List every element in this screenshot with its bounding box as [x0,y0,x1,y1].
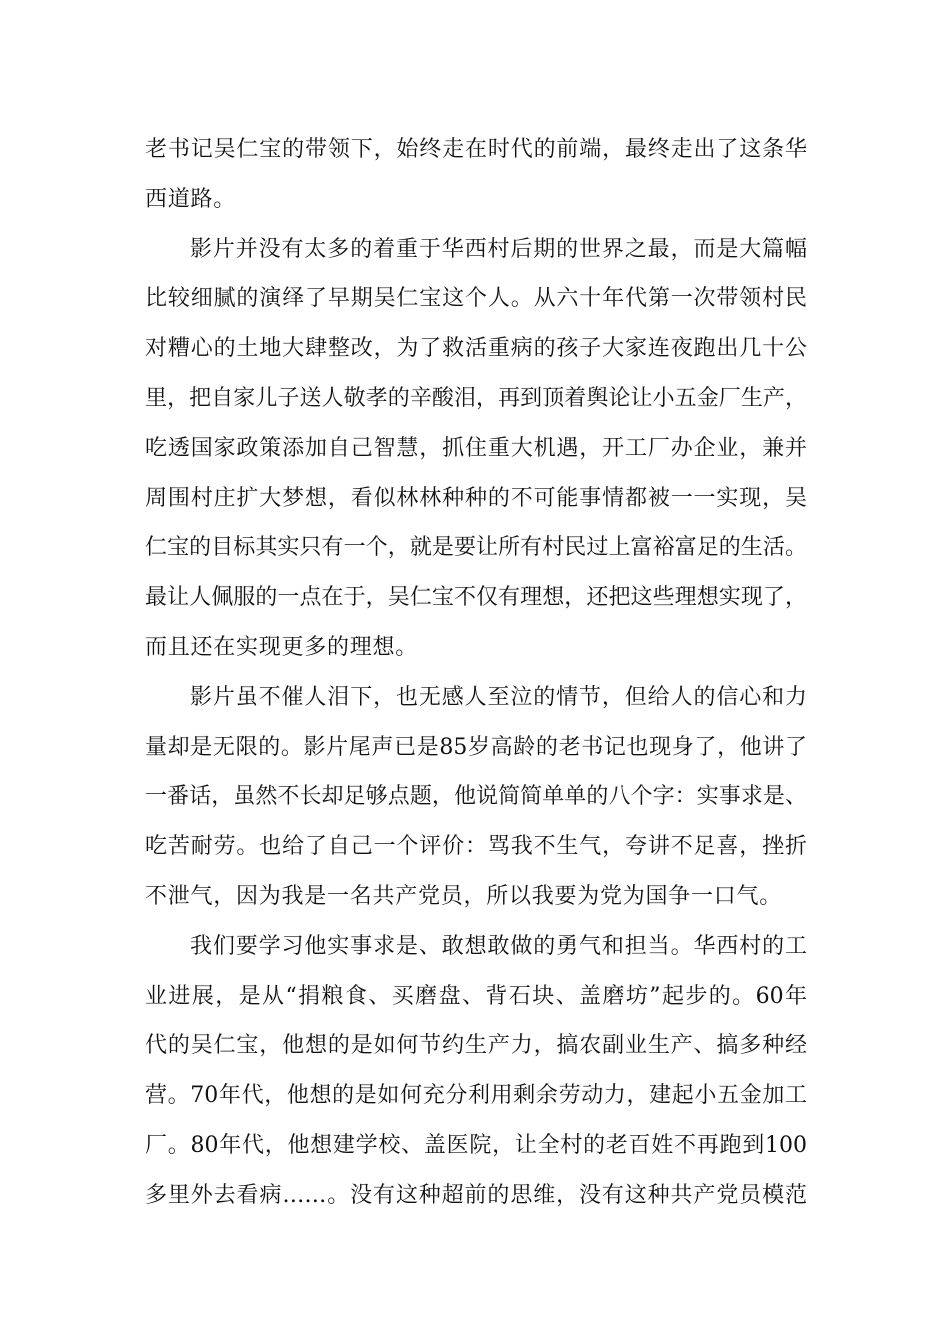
text-line: 周围村庄扩大梦想，看似林林种种的不可能事情都被一一实现，吴 [145,485,807,511]
text-line: 吃透国家政策添加自己智慧，抓住重大机遇，开工厂办企业，兼并 [145,435,807,461]
text-line: 比较细腻的演绎了早期吴仁宝这个人。从六十年代第一次带领村民 [145,286,807,312]
text-line: 而且还在实现更多的理想。 [145,634,419,660]
text-line: 业进展，是从“捐粮食、买磨盘、背石块、盖磨坊”起步的。60年 [145,983,807,1009]
text-line: 影片虽不催人泪下，也无感人至泣的情节，但给人的信心和力 [190,684,807,710]
text-line: 仁宝的目标其实只有一个，就是要让所有村民过上富裕富足的生活。 [145,535,807,561]
paragraph [145,673,807,922]
text-line: 量却是无限的。影片尾声已是85岁高龄的老书记也现身了，他讲了 [145,734,807,760]
text-line: 营。70年代，他想的是如何充分利用剩余劳动力，建起小五金加工 [145,1083,807,1109]
text-line: 多里外去看病……。没有这种超前的思维，没有这种共产党员模范 [145,1182,807,1208]
paragraph [145,125,807,225]
text-line: 影片并没有太多的着重于华西村后期的世界之最，而是大篇幅 [190,236,807,262]
text-line: 西道路。 [145,186,237,212]
paragraph [145,922,807,1221]
text-line: 吃苦耐劳。也给了自己一个评价：骂我不生气，夸讲不足喜，挫折 [145,834,807,860]
text-line: 对糟心的土地大肆整改，为了救活重病的孩子大家连夜跑出几十公 [145,336,807,362]
text-line: 一番话，虽然不长却足够点题，他说简简单单的八个字：实事求是、 [145,784,807,810]
paragraph [145,225,807,673]
text-line: 我们要学习他实事求是、敢想敢做的勇气和担当。华西村的工 [190,933,807,959]
text-line: 最让人佩服的一点在于，吴仁宝不仅有理想，还把这些理想实现了， [145,585,807,611]
text-line: 厂。80年代，他想建学校、盖医院，让全村的老百姓不再跑到100 [145,1132,807,1158]
body-text [145,125,807,1221]
text-line: 里，把自家儿子送人敬孝的辛酸泪，再到顶着舆论让小五金厂生产， [145,385,807,411]
text-line: 代的吴仁宝，他想的是如何节约生产力，搞农副业生产、搞多种经 [145,1033,807,1059]
text-line: 老书记吴仁宝的带领下，始终走在时代的前端，最终走出了这条华 [145,137,807,162]
text-line: 不泄气，因为我是一名共产党员，所以我要为党为国争一口气。 [145,883,783,909]
